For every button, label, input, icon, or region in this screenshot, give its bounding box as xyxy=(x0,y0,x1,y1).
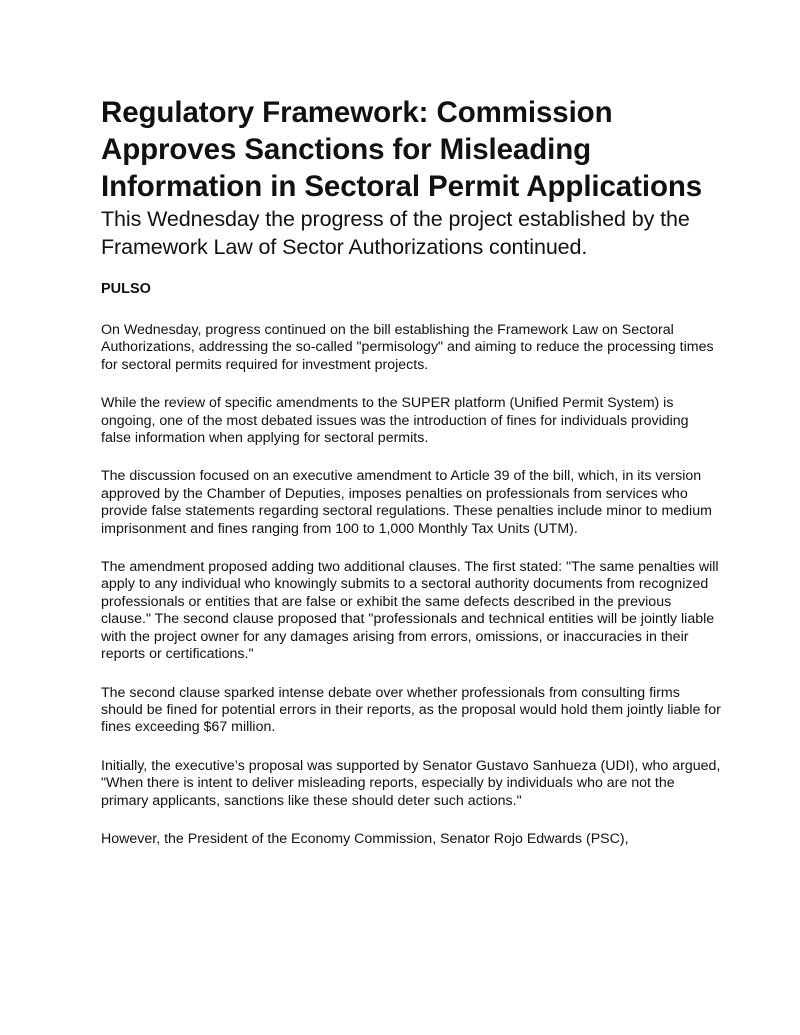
article-paragraph-6: Initially, the executive’s proposal was supported by Senator Gustavo Sanhueza (UDI), who argued, "When there is intent to deliver misleading reports, especially by individuals who are not the primary applicants, sanctions like these should deter such actions." xyxy=(101,757,721,809)
article-paragraph-2: While the review of specific amendments to the SUPER platform (Unified Permit System) is ongoing, one of the most debated issues was the introduction of fines for individuals providing false information when applying for sectoral permits. xyxy=(101,395,689,447)
article-paragraph-4: The amendment proposed adding two additional clauses. The first stated: "The same penalties will apply to any individual who knowingly submits to a sectoral authority documents from recognized professionals or entities that are false or exhibit the same defects described in the previous clause." The second clause proposed that "professionals and technical entities will be jointly liable with the project owner for any damages arising from errors, omissions, or inaccuracies in their reports or certifications." xyxy=(101,559,719,663)
article-body xyxy=(101,322,721,848)
article-paragraph-7: However, the President of the Economy Commission, Senator Rojo Edwards (PSC), xyxy=(101,830,629,847)
article-paragraph-1: On Wednesday, progress continued on the bill establishing the Framework Law on Sectoral Authorizations, addressing the so-called "permisology" and aiming to reduce the processing times for sectoral permits required for investment projects. xyxy=(101,322,714,373)
article-paragraph-5: The second clause sparked intense debate over whether professionals from consulting firms should be fined for potential errors in their reports, as the proposal would hold them jointly liable for fines exceeding $67 million. xyxy=(101,684,721,736)
article-byline: PULSO xyxy=(101,281,151,297)
article-title: Regulatory Framework: Commission Approves Sanctions for Misleading Information in Sectoral Permit Applications xyxy=(101,96,703,203)
article-subtitle: This Wednesday the progress of the project established by the Framework Law of Sector Authorizations continued. xyxy=(101,207,690,259)
article-paragraph-3: The discussion focused on an executive amendment to Article 39 of the bill, which, in its version approved by the Chamber of Deputies, imposes penalties on professionals from services who provide false statements regarding sectoral regulations. These penalties include minor to medium imprisonment and fines ranging from 100 to 1,000 Monthly Tax Units (UTM). xyxy=(101,468,712,537)
article xyxy=(101,94,721,848)
